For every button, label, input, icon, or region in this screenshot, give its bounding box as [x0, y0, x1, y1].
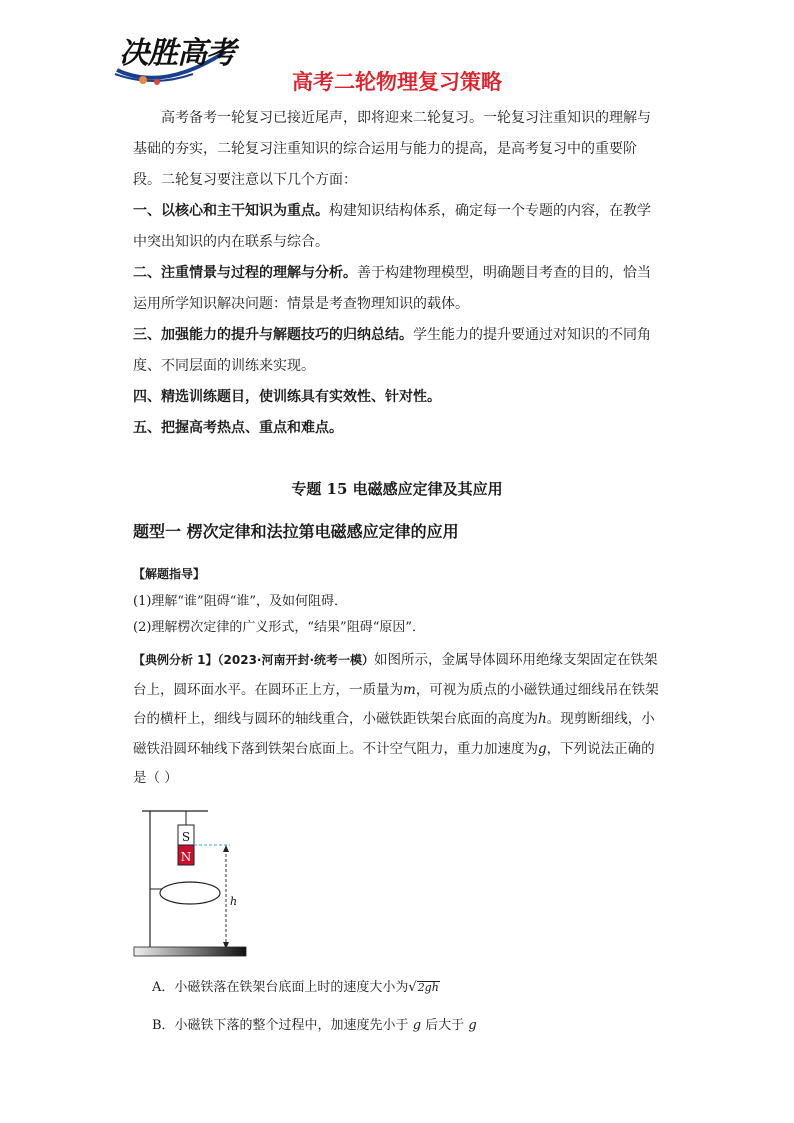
metal-ring: [160, 882, 220, 904]
label-s: S: [181, 830, 191, 844]
guide-line-1: (1)理解“谁”阻碍“谁”，及如何阻碍．: [133, 594, 347, 609]
guide-heading: 【解题指导】: [133, 567, 206, 581]
apparatus-diagram: [128, 805, 258, 965]
point-1-text: 构建知识结构体系，确定每一个专题的内容，在教学中突出知识的内在联系与综合。: [133, 203, 651, 250]
point-3-text: 学生能力的提升要通过对知识的不同角度、不同层面的训练来实现。: [133, 327, 651, 374]
option-b-text-2: 后大于: [425, 1018, 465, 1033]
point-2-text: 善于构建物理模型，明确题目考查的目的，恰当运用所学知识解决问题：情景是考查物理知识的载体。: [133, 265, 651, 312]
stand-base: [134, 947, 246, 956]
page-title: 高考二轮物理复习策略: [292, 70, 502, 94]
point-1-bold: 一、以核心和主干知识为重点。: [133, 203, 329, 219]
point-5-bold: 五、把握高考热点、重点和难点。: [133, 420, 343, 436]
example-tag: 【典例分析 1】（2023·河南开封·统考一模）: [133, 653, 375, 667]
example-question: [133, 646, 663, 794]
logo-text: 决胜高考: [119, 36, 235, 71]
label-h: h: [230, 895, 238, 908]
point-2-bold: 二、注重情景与过程的理解与分析。: [133, 265, 357, 281]
guide-line-2: (2)理解楞次定律的广义形式，“结果”阻碍“原因”．: [133, 620, 425, 635]
var-m: m: [403, 681, 416, 698]
option-a-text: A．小磁铁落在铁架台底面上时的速度大小为: [152, 980, 409, 995]
example-text-d: ，下列说法正确的是（ ）: [133, 740, 655, 786]
example-text-c: 。现剪断细线，小磁铁沿圆环轴线下落到铁架台底面上。不计空气阻力，重力加速度为: [133, 711, 655, 757]
intro-paragraph: 高考备考一轮复习已接近尾声，即将迎来二轮复习。一轮复习注重知识的理解与基础的夯实，二轮复习注重知识的综合运用与能力的提高，是高考复习中的重要阶段。二轮复习要注意以下几个方面：: [133, 110, 651, 188]
option-b-g1: g: [412, 1018, 422, 1033]
option-a-sqrt: 2gh: [417, 981, 439, 994]
question-type-heading: 题型一 楞次定律和法拉第电磁感应定律的应用: [133, 522, 459, 541]
topic-title: 专题 15 电磁感应定律及其应用: [291, 480, 503, 498]
var-g: g: [538, 740, 547, 757]
point-4-bold: 四、精选训练题目，使训练具有实效性、针对性。: [133, 389, 441, 405]
example-text-b: ，可视为质点的小磁铁通过细线吊在铁架台的横杆上，细线与圆环的轴线重合，小磁铁距铁架台底面的高度为: [133, 681, 659, 727]
point-3: [133, 320, 663, 382]
option-b-g2: g: [468, 1018, 477, 1033]
label-n: N: [180, 850, 192, 864]
option-b[interactable]: [152, 1014, 477, 1033]
point-3-bold: 三、加强能力的提升与解题技巧的归纳总结。: [133, 327, 413, 343]
point-4: [133, 382, 663, 413]
point-1: [133, 196, 663, 258]
point-5: [133, 413, 663, 444]
option-a[interactable]: A．小磁铁落在铁架台底面上时的速度大小为√2gh: [152, 980, 439, 995]
option-b-text-1: B．小磁铁下落的整个过程中，加速度先小于: [152, 1018, 409, 1033]
var-h: h: [538, 711, 547, 727]
point-2: [133, 258, 663, 320]
apparatus-figure: [128, 805, 258, 965]
example-text-a: 如图所示，金属导体圆环用绝缘支架固定在铁架台上，圆环面水平。在圆环正上方，一质量为: [133, 652, 658, 698]
